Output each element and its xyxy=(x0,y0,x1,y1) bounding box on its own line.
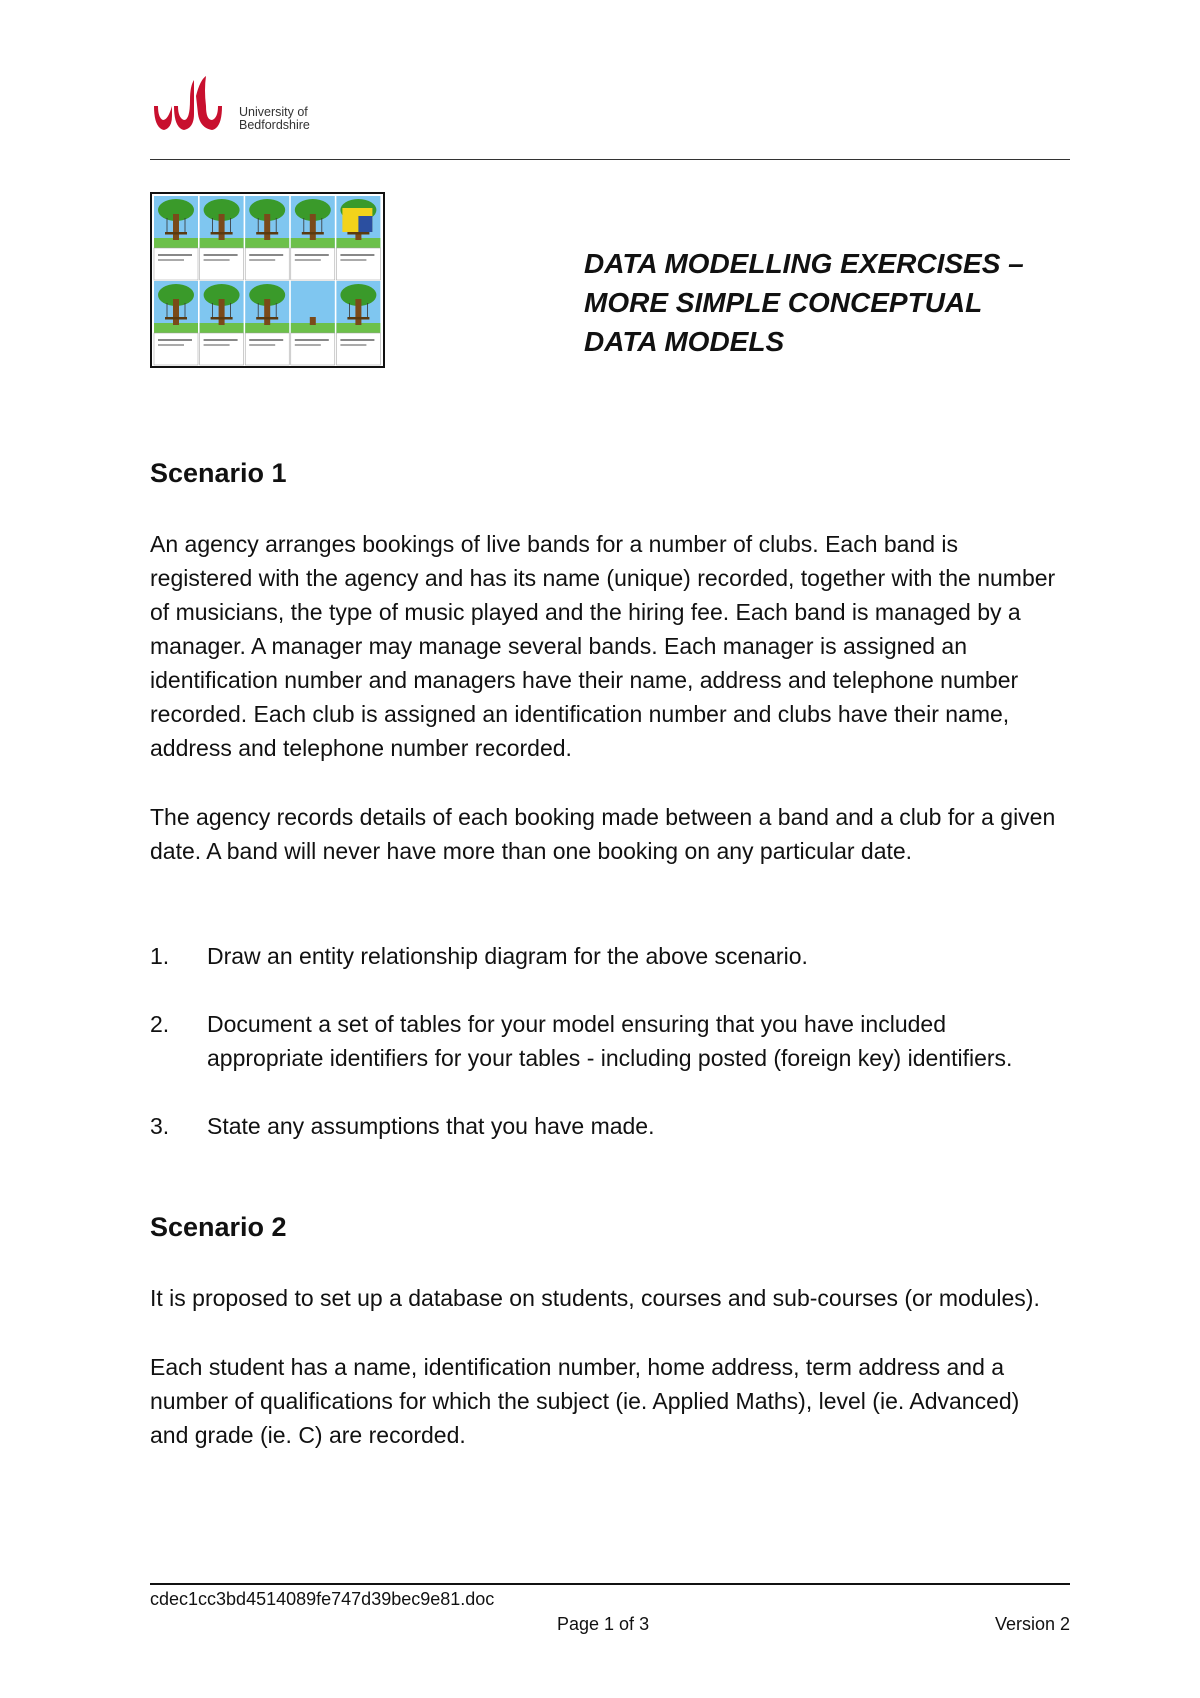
paragraph-line: registered with the agency and has its name (unique) recorded, together with the number xyxy=(150,565,1056,591)
paragraph-line: date. A band will never have more than one booking on any particular date. xyxy=(150,838,913,864)
cartoon-caption-line xyxy=(295,259,321,261)
paragraph-line: An agency arranges bookings of live bands for a number of clubs. Each band is xyxy=(150,531,959,557)
cartoon-tree-trunk xyxy=(219,299,225,325)
title-line-3: DATA MODELS xyxy=(584,326,785,357)
cartoon-blue-block xyxy=(358,216,372,232)
footer-version: Version 2 xyxy=(994,1614,1070,1634)
paragraph-line: It is proposed to set up a database on students, courses and sub-courses (or modules). xyxy=(150,1285,1040,1311)
question-line: Draw an entity relationship diagram for the above scenario. xyxy=(207,943,808,969)
cartoon-tree-trunk xyxy=(264,299,270,325)
cartoon-tree-trunk xyxy=(219,214,225,240)
scenario-2-heading: Scenario 2 xyxy=(150,1212,287,1242)
question-text xyxy=(207,939,808,973)
scenario-1-paragraph-2 xyxy=(150,800,1070,868)
cartoon-caption-line xyxy=(340,254,374,256)
cartoon-panel-caption xyxy=(291,248,335,280)
cartoon-caption-line xyxy=(158,344,184,346)
footer-page-number: Page 1 of 3 xyxy=(557,1614,650,1634)
question-1 xyxy=(150,939,1070,973)
university-logo-text xyxy=(239,106,310,132)
question-2 xyxy=(150,1007,1070,1075)
cartoon-caption-line xyxy=(340,259,366,261)
cartoon-swing-seat xyxy=(211,317,233,320)
paragraph-line: number of qualifications for which the subject (ie. Applied Maths), level (ie. Advanced) xyxy=(150,1388,1020,1414)
cartoon-tree-trunk xyxy=(173,214,179,240)
question-line: Document a set of tables for your model ensuring that you have included xyxy=(207,1011,946,1037)
question-line: State any assumptions that you have made. xyxy=(207,1113,655,1139)
title-line-1: DATA MODELLING EXERCISES – xyxy=(584,248,1024,279)
question-number: 1. xyxy=(150,943,170,969)
cartoon-caption-line xyxy=(249,259,275,261)
cartoon-panel-caption xyxy=(291,333,335,365)
cartoon-swing-seat xyxy=(165,232,187,235)
cartoon-tree-trunk xyxy=(310,214,316,240)
paragraph-line: Each student has a name, identification number, home address, term address and a xyxy=(150,1354,1005,1380)
cartoon-caption-line xyxy=(158,254,192,256)
header-divider xyxy=(150,159,1070,160)
logo-line-2: Bedfordshire xyxy=(239,118,310,132)
cartoon-panel-caption xyxy=(200,248,244,280)
cartoon-tree-trunk xyxy=(355,299,361,325)
cartoon-caption-line xyxy=(204,259,230,261)
cartoon-swing-seat xyxy=(302,232,324,235)
cartoon-caption-line xyxy=(204,339,238,341)
footer-divider xyxy=(150,1583,1070,1585)
paragraph-line: of musicians, the type of music played and the hiring fee. Each band is managed by a xyxy=(150,599,1021,625)
scenario-1-heading: Scenario 1 xyxy=(150,458,287,488)
cartoon-caption-line xyxy=(249,344,275,346)
paragraph-line: address and telephone number recorded. xyxy=(150,735,572,761)
paragraph-line: The agency records details of each booking made between a band and a club for a given xyxy=(150,804,1056,830)
cartoon-panel-caption xyxy=(154,248,198,280)
cartoon-swing-seat xyxy=(211,232,233,235)
question-3 xyxy=(150,1109,1070,1143)
logo-line-1: University of xyxy=(239,105,308,119)
paragraph-line: identification number and managers have their name, address and telephone number xyxy=(150,667,1019,693)
question-number: 3. xyxy=(150,1113,170,1139)
question-number: 2. xyxy=(150,1011,170,1037)
title-line-2: MORE SIMPLE CONCEPTUAL xyxy=(584,287,983,318)
scenario-1-paragraph-1 xyxy=(150,527,1070,765)
cartoon-tree-trunk xyxy=(264,214,270,240)
cartoon-swing-seat xyxy=(347,317,369,320)
cartoon-panel-caption xyxy=(154,333,198,365)
question-text xyxy=(207,1007,1012,1075)
cartoon-caption-line xyxy=(158,339,192,341)
scenario-2-paragraph-2 xyxy=(150,1350,1070,1452)
footer-filename: cdec1cc3bd4514089fe747d39bec9e81.doc xyxy=(150,1589,495,1609)
cartoon-caption-line xyxy=(158,259,184,261)
cartoon-caption-line xyxy=(249,339,283,341)
cartoon-caption-line xyxy=(204,254,238,256)
tree-swing-cartoon-image xyxy=(150,192,385,368)
paragraph-line: and grade (ie. C) are recorded. xyxy=(150,1422,466,1448)
cartoon-caption-line xyxy=(204,344,230,346)
cartoon-caption-line xyxy=(295,254,329,256)
scenario-2-paragraph-1 xyxy=(150,1281,1070,1315)
cartoon-tree-trunk xyxy=(173,299,179,325)
cartoon-caption-line xyxy=(249,254,283,256)
cartoon-swing-seat xyxy=(165,317,187,320)
cartoon-panel-caption xyxy=(200,333,244,365)
university-logo-mark xyxy=(150,76,238,138)
cartoon-swing-seat xyxy=(256,317,278,320)
question-line: appropriate identifiers for your tables - including posted (foreign key) identifiers. xyxy=(207,1045,1013,1071)
cartoon-caption-line xyxy=(295,344,321,346)
cartoon-panel-caption xyxy=(245,333,289,365)
document-title xyxy=(584,244,1054,361)
cartoon-panel-caption xyxy=(336,333,380,365)
cartoon-panel-caption xyxy=(245,248,289,280)
cartoon-tree-trunk xyxy=(310,317,316,325)
cartoon-caption-line xyxy=(340,339,374,341)
cartoon-panel-caption xyxy=(336,248,380,280)
cartoon-swing-seat xyxy=(347,232,369,235)
question-text xyxy=(207,1109,655,1143)
university-logo xyxy=(150,76,330,138)
cartoon-swing-seat xyxy=(256,232,278,235)
paragraph-line: manager. A manager may manage several bands. Each manager is assigned an xyxy=(150,633,967,659)
paragraph-line: recorded. Each club is assigned an identification number and clubs have their name, xyxy=(150,701,1010,727)
cartoon-caption-line xyxy=(295,339,329,341)
cartoon-caption-line xyxy=(340,344,366,346)
